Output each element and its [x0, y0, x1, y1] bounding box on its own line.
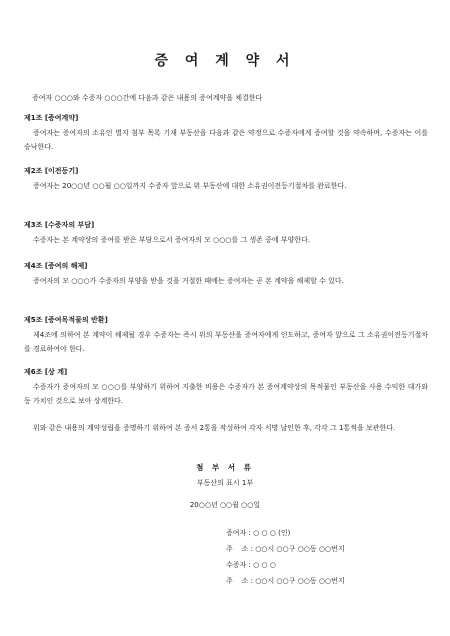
article-body: 수증자가 증여자의 모 ○○○를 부양하기 위하여 지출한 비용은 수증자가 본 증여계약상의 목적물인 부동산을 사용 수익한 대가와 동 가치인 것으로 보아 상계한다. [24, 383, 428, 405]
article-body: 증여자의 모 ○○○가 수증자의 부양을 받을 것을 거절한 때에는 증여자는 곧 본 계약을 해제할 수 있다. [33, 277, 344, 285]
article-heading: 제3조 [수증자의 부담] [24, 221, 95, 229]
donor-address-line: 주 소 : ○○시 ○○구 ○○동 ○○번지 [226, 545, 345, 553]
article-6 [24, 367, 428, 408]
article-3 [24, 220, 428, 247]
attachments-section [0, 462, 450, 488]
article-4 [24, 261, 428, 288]
closing-text: 위와 같은 내용의 계약성립을 증명하기 위하여 본 증서 2통을 작성하여 각자 서명 날인한 후, 각각 그 1통씩을 보관한다. [33, 424, 396, 432]
article-heading: 제4조 [증여의 해제] [24, 262, 88, 270]
donor-line: 증여자 : ○ ○ ○ (인) [226, 529, 291, 537]
document-title: 증 여 계 약 서 [154, 53, 296, 69]
article-heading: 제2조 [이전등기] [24, 167, 79, 175]
article-1 [24, 113, 428, 154]
article-heading: 제1조 [증여계약] [24, 114, 79, 122]
article-heading: 제6조 [상 계] [24, 368, 68, 376]
attachments-title: 첨 부 서 류 [196, 463, 254, 472]
article-body: 제4조에 의하여 본 계약이 해제될 경우 수증자는 즉시 위의 부동산을 증여자에게 인도하고, 증여자 앞으로 그 소유권이전등기절차를 경료하여야 한다. [24, 331, 428, 353]
donee-address-line: 주 소 : ○○시 ○○구 ○○동 ○○번지 [226, 577, 345, 585]
donee-line: 수증자 : ○ ○ ○ [226, 561, 276, 569]
article-body: 증여자는 20○○년 ○○월 ○○일까지 수증자 앞으로 위 부동산에 대한 소유권이전등기절차를 완료한다. [33, 182, 347, 190]
intro-text: 증여자 ○○○와 수증자 ○○○간에 다음과 같은 내용의 증여계약을 체결한다 [32, 94, 263, 102]
article-body: 수증자는 본 계약상의 증여를 받은 부담으로서 증여자의 모 ○○○를 그 생존 중에 부양한다. [33, 236, 311, 244]
contract-date: 20○○년 ○○월 ○○일 [189, 501, 261, 509]
article-5 [24, 315, 428, 356]
article-heading: 제5조 [증여목적물의 반환] [24, 316, 108, 324]
attachment-item: 부동산의 표시 1부 [196, 479, 254, 487]
article-2 [24, 166, 428, 193]
article-body: 증여자는 증여자의 소유인 별지 첨부 목록 기재 부동산을 다음과 같은 약정으로 수증자에게 증여할 것을 약속하며, 수증자는 이를 승낙한다. [24, 129, 428, 151]
